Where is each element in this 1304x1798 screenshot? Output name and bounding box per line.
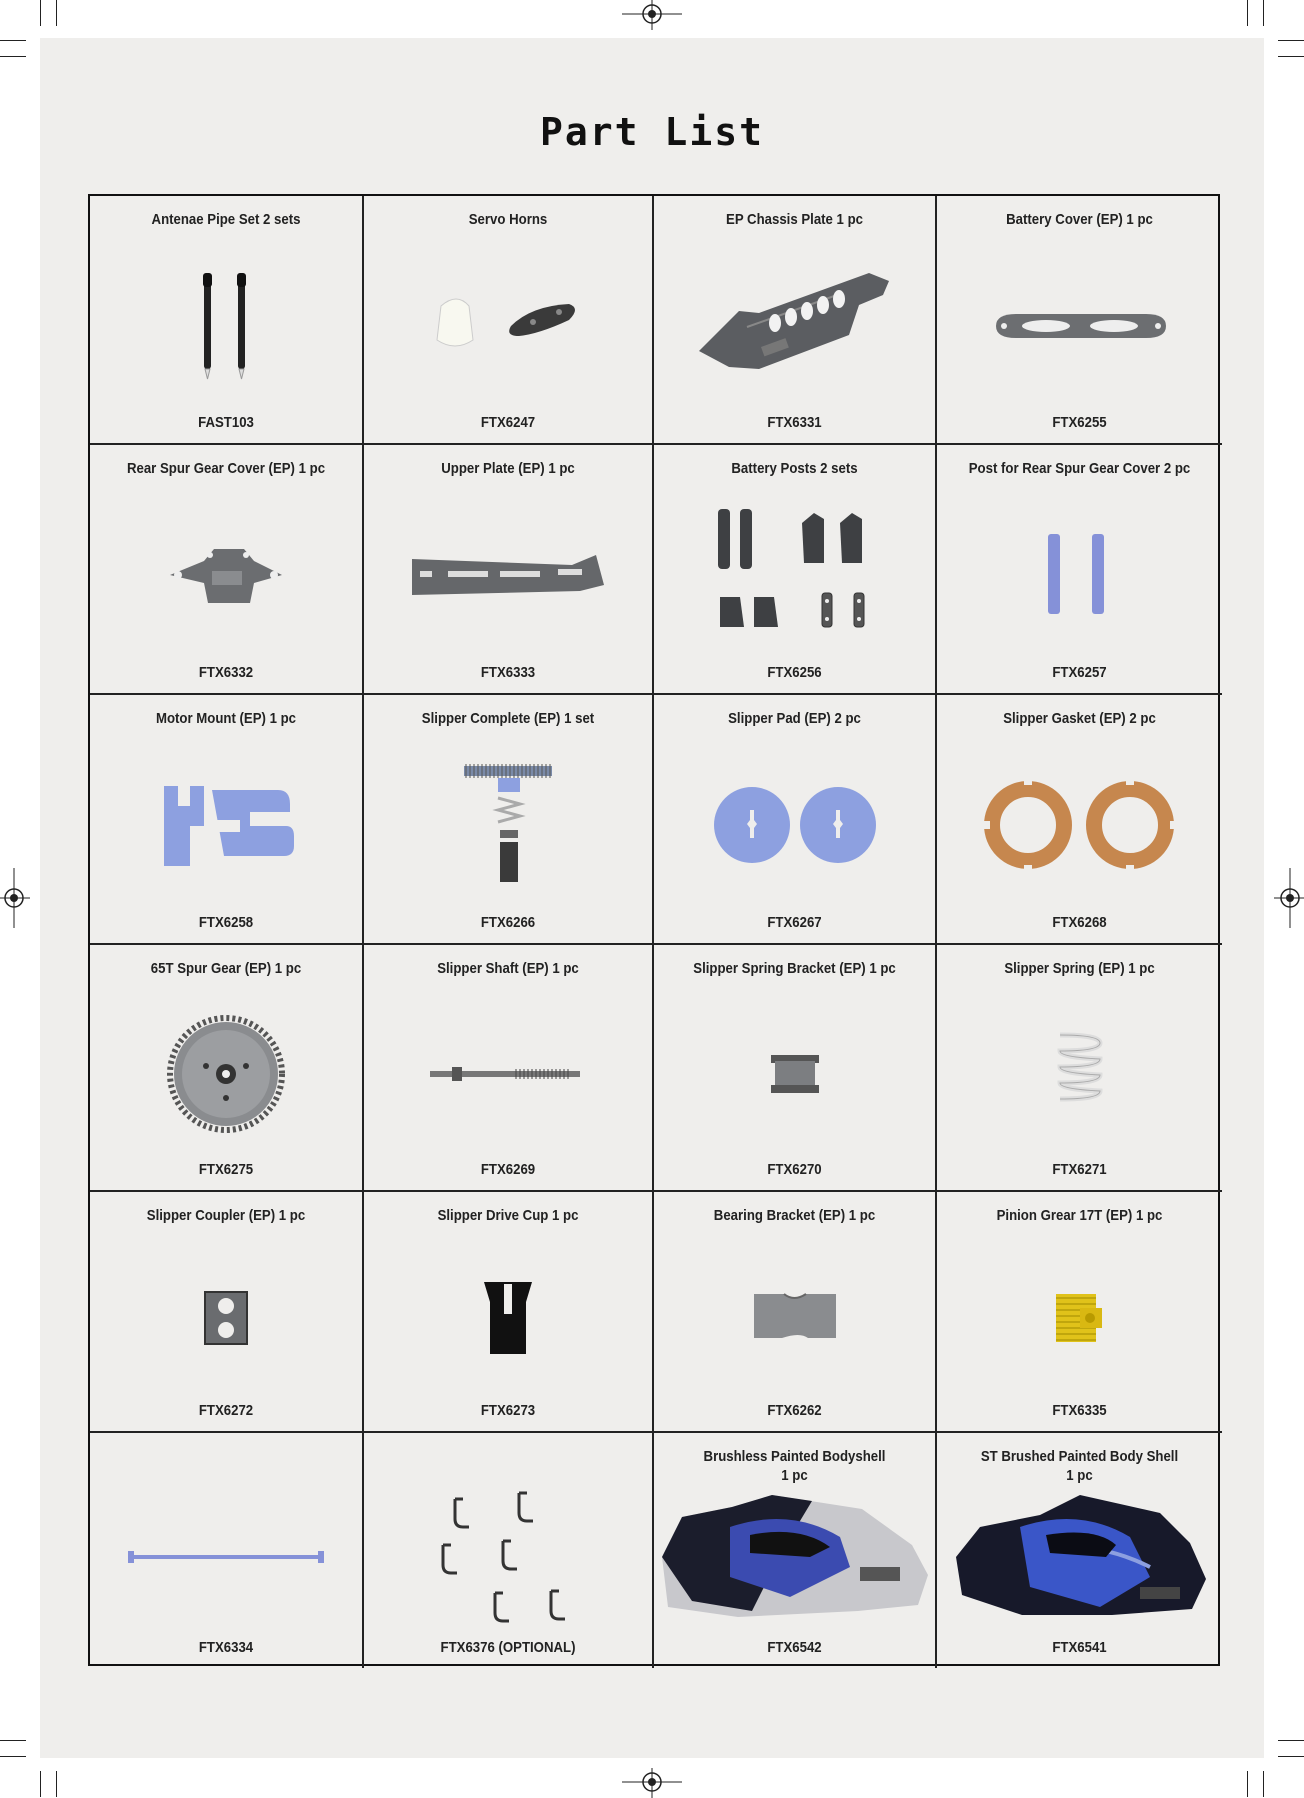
part-name: Motor Mount (EP) 1 pc <box>155 710 297 727</box>
part-cell <box>937 1192 1222 1433</box>
battery-posts-icon <box>654 497 935 653</box>
part-code: FTX6267 <box>767 914 822 931</box>
spring-icon <box>937 997 1222 1150</box>
registration-mark-icon <box>1274 868 1304 928</box>
drive-cup-icon <box>364 1244 652 1391</box>
part-code: FTX6256 <box>767 664 822 681</box>
part-name: 65T Spur Gear (EP) 1 pc <box>150 960 302 977</box>
part-code: FTX6541 <box>1052 1639 1107 1656</box>
part-code: FTX6542 <box>767 1639 822 1656</box>
part-code: FTX6266 <box>480 914 536 931</box>
part-cell <box>654 445 937 695</box>
part-name: Slipper Spring (EP) 1 pc <box>1004 960 1155 977</box>
crop-mark <box>1263 0 1264 26</box>
part-code: FTX6268 <box>1052 914 1107 931</box>
part-code: FTX6273 <box>480 1402 536 1419</box>
slipper-gasket-icon <box>937 747 1222 903</box>
crop-mark <box>56 1771 57 1797</box>
crop-mark <box>56 0 57 26</box>
part-name: Brushless Painted Bodyshell 1 pc <box>703 1448 886 1484</box>
part-code: FTX6258 <box>198 914 254 931</box>
part-name: Slipper Complete (EP) 1 set <box>421 710 595 727</box>
part-name: Slipper Coupler (EP) 1 pc <box>146 1207 306 1224</box>
upper-plate-icon <box>364 497 652 653</box>
crop-mark <box>1278 56 1304 57</box>
part-cell <box>654 695 937 945</box>
part-code: FTX6335 <box>1052 1402 1107 1419</box>
part-name: Servo Horns <box>468 211 548 228</box>
crop-mark <box>0 40 26 41</box>
slipper-complete-icon <box>364 747 652 903</box>
antenna-pipes-icon <box>90 248 362 403</box>
registration-mark-icon <box>0 868 30 928</box>
part-code: FTX6247 <box>480 414 536 431</box>
crop-mark <box>1278 1740 1304 1741</box>
part-code: FTX6270 <box>767 1161 822 1178</box>
bearing-bracket-icon <box>654 1244 935 1391</box>
part-code: FAST103 <box>198 414 254 431</box>
part-code: FTX6275 <box>198 1161 254 1178</box>
servo-horns-icon <box>364 248 652 403</box>
part-code: FTX6333 <box>480 664 536 681</box>
coupler-icon <box>90 1244 362 1391</box>
part-name: Rear Spur Gear Cover (EP) 1 pc <box>126 460 326 477</box>
battery-cover-icon <box>937 248 1222 403</box>
part-cell <box>654 1192 937 1433</box>
part-cell <box>90 695 364 945</box>
part-cell <box>654 1433 937 1668</box>
part-code: FTX6257 <box>1052 664 1107 681</box>
parts-table <box>88 194 1220 1666</box>
bodyshell-dark-icon <box>937 1485 1222 1628</box>
part-name: Slipper Pad (EP) 2 pc <box>728 710 861 727</box>
part-name: Pinion Grear 17T (EP) 1 pc <box>996 1207 1163 1224</box>
rod-icon <box>90 1485 362 1628</box>
part-cell <box>364 1192 654 1433</box>
part-cell <box>364 196 654 445</box>
spring-bracket-icon <box>654 997 935 1150</box>
slipper-pad-icon <box>654 747 935 903</box>
gear-cover-icon <box>90 497 362 653</box>
part-cell <box>937 695 1222 945</box>
part-name: Antenae Pipe Set 2 sets <box>151 211 301 228</box>
crop-mark <box>40 1771 41 1797</box>
part-cell <box>654 945 937 1192</box>
motor-mount-icon <box>90 747 362 903</box>
crop-mark <box>0 1740 26 1741</box>
part-code: FTX6255 <box>1052 414 1107 431</box>
bodyshell-silver-icon <box>654 1485 935 1628</box>
part-name: Bearing Bracket (EP) 1 pc <box>713 1207 876 1224</box>
crop-mark <box>1247 0 1248 26</box>
part-name: Battery Cover (EP) 1 pc <box>1006 211 1153 228</box>
crop-mark <box>0 56 26 57</box>
part-name: ST Brushed Painted Body Shell 1 pc <box>980 1448 1179 1484</box>
part-code: FTX6262 <box>767 1402 822 1419</box>
part-cell <box>364 445 654 695</box>
registration-mark-icon <box>622 0 682 30</box>
part-name: EP Chassis Plate 1 pc <box>726 211 863 228</box>
chassis-plate-icon <box>654 248 935 403</box>
part-cell <box>364 695 654 945</box>
part-code: FTX6272 <box>198 1402 254 1419</box>
part-name: Battery Posts 2 sets <box>731 460 858 477</box>
crop-mark <box>1263 1771 1264 1797</box>
part-name: Upper Plate (EP) 1 pc <box>441 460 575 477</box>
part-cell <box>90 1192 364 1433</box>
part-cell <box>937 445 1222 695</box>
part-name: Post for Rear Spur Gear Cover 2 pc <box>968 460 1191 477</box>
part-cell <box>937 945 1222 1192</box>
part-cell <box>90 196 364 445</box>
part-name: Slipper Drive Cup 1 pc <box>437 1207 579 1224</box>
part-cell <box>364 1433 654 1668</box>
page-title: Part List <box>540 110 764 154</box>
part-cell <box>937 196 1222 445</box>
part-code: FTX6269 <box>480 1161 536 1178</box>
part-code: FTX6376 (OPTIONAL) <box>440 1639 576 1656</box>
part-name: Slipper Spring Bracket (EP) 1 pc <box>693 960 896 977</box>
crop-mark <box>1247 1771 1248 1797</box>
crop-mark <box>0 1756 26 1757</box>
slipper-shaft-icon <box>364 997 652 1150</box>
spur-gear-icon <box>90 997 362 1150</box>
part-cell <box>364 945 654 1192</box>
crop-mark <box>1278 40 1304 41</box>
part-code: FTX6331 <box>767 414 822 431</box>
part-code: FTX6271 <box>1052 1161 1107 1178</box>
part-name: Slipper Gasket (EP) 2 pc <box>1003 710 1156 727</box>
part-code: FTX6332 <box>198 664 254 681</box>
crop-mark <box>1278 1756 1304 1757</box>
part-cell <box>90 1433 364 1668</box>
registration-mark-icon <box>622 1768 682 1798</box>
part-cell <box>90 945 364 1192</box>
pinion-gear-icon <box>937 1244 1222 1391</box>
part-cell <box>937 1433 1222 1668</box>
part-cell <box>90 445 364 695</box>
crop-mark <box>40 0 41 26</box>
part-name: Slipper Shaft (EP) 1 pc <box>437 960 579 977</box>
body-clips-icon <box>364 1485 652 1628</box>
part-code: FTX6334 <box>198 1639 254 1656</box>
part-cell <box>654 196 937 445</box>
posts-icon <box>937 497 1222 653</box>
